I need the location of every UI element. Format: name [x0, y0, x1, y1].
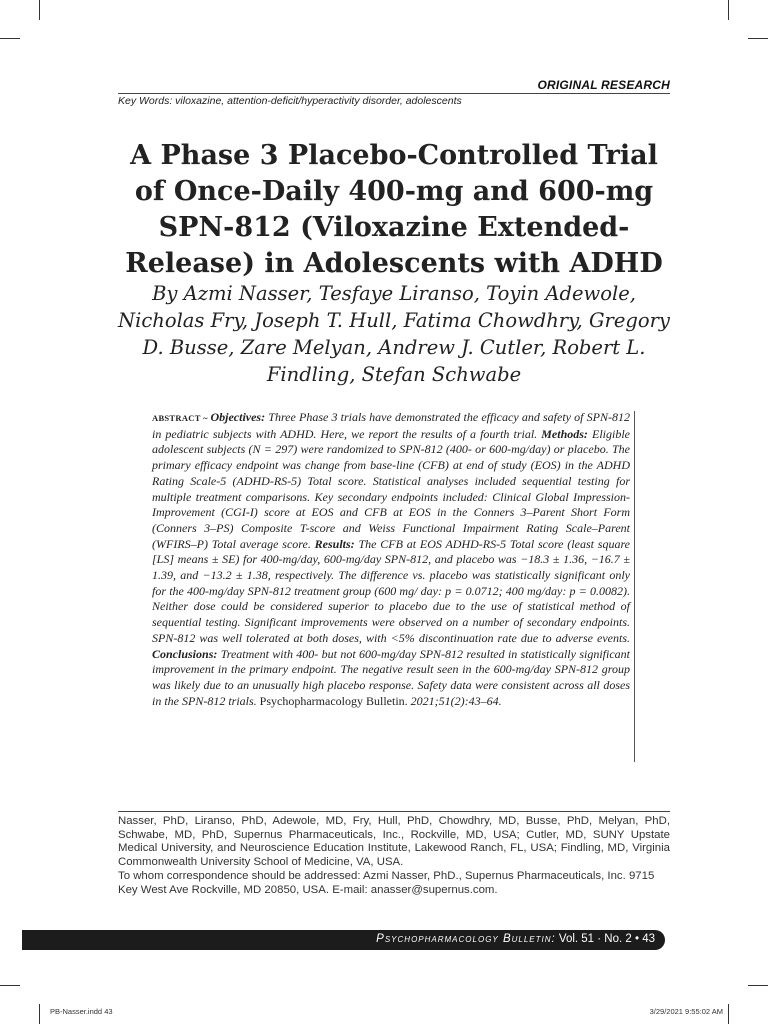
slug-file: PB-Nasser.indd 43 [50, 1007, 113, 1016]
results-heading: Results: [314, 536, 355, 551]
title-line: Release) in Adolescents with ADHD [125, 248, 663, 279]
abstract-tag: ABSTRACT ~ [152, 413, 211, 423]
methods-text: Eligible adolescent subjects (N = 297) were randomized to SPN-812 (400- or 600-mg/day) or placebo. The primary efficacy endpoint was change from base-line (CFB) at end of study (EOS) in the ADHD Rating Scale-5 (ADHD-RS-5) Total score. Statistical analyses included sequential testing for multiple treatment comparisons. Key secondary endpoints included: Clinical Global Impression-Improvement (CGI-I) score at EOS and CFB at EOS in the Conners 3–Parent Short Form (Conners 3–PS) Composite T-score and Weiss Functional Impairment Rating Scale–Parent (WFIRS–P) Total average score. [152, 426, 630, 551]
crop-mark [748, 38, 768, 39]
footer-volume: Vol. 51 · No. 2 • 43 [555, 933, 655, 945]
methods-heading: Methods: [541, 426, 588, 441]
title-line: SPN-812 (Viloxazine Extended- [158, 212, 630, 243]
footer-journal: Psychopharmacology Bulletin: [376, 933, 556, 945]
correspondence: To whom correspondence should be addressed: Azmi Nasser, PhD., Supernus Pharmaceuticals, Inc. 9715 Key West Ave Rockville, MD 20850, USA. E-mail: anasser@supernus.com. [118, 870, 655, 896]
footer-bar [22, 930, 665, 950]
header-rule [118, 93, 670, 94]
crop-mark [39, 0, 40, 20]
author-line: By Azmi Nasser, Tesfaye Liranso, Toyin Adewole, [152, 282, 636, 305]
conclusions-heading: Conclusions: [152, 646, 218, 661]
affiliation-rule [118, 811, 670, 812]
conclusions-text: Treatment with 400- but not 600-mg/day SPN-812 resulted in statistically significant improvement in the primary endpoint. The negative result seen in the 600-mg/day SPN-812 group was likely due to an unusually high placebo response. Safety data were consistent across all doses in the SPN-812 trials. [152, 646, 630, 708]
keywords: Key Words: viloxazine, attention-deficit/hyperactivity disorder, adolescents [118, 95, 462, 107]
results-text: The CFB at EOS ADHD-RS-5 Total score (least square [LS] means ± SE) for 400-mg/day, 600-mg/day SPN-812, and placebo was −18.3 ± 1.36, −16.7 ± 1.39, and −13.2 ± 1.38, respectively. The difference vs. placebo was statistically significant only for the 400-mg/day SPN-812 treatment group (600 mg/ day: p = 0.0712; 400 mg/day: p = 0.0082). Neither dose could be considered superior to placebo due to the use of statistical method of sequential testing. Significant improvements were observed on a number of secondary endpoints. SPN-812 was well tolerated at both doses, with <5% discontinuation rate due to adverse events. [152, 536, 630, 645]
affiliations: Nasser, PhD, Liranso, PhD, Adewole, MD, Fry, Hull, PhD, Chowdhry, MD, Busse, PhD, Melyan, PhD, Schwabe, MD, PhD, Supernus Pharmaceuticals, Inc., Rockville, MD, USA; Cutler, MD, SUNY Upstate Medical University, and Neuroscience Education Institute, Lakewood Ranch, FL, USA; Findling, MD, Virginia Commonwealth University School of Medicine, VA, USA. [118, 815, 670, 868]
crop-mark [748, 985, 768, 986]
section-label: ORIGINAL RESEARCH [537, 78, 670, 92]
objectives-text: Three Phase 3 trials have demonstrated the efficacy and safety of SPN-812 in pediatric subjects with ADHD. Here, we report the results of a fourth trial. [152, 410, 630, 441]
author-line: D. Busse, Zare Melyan, Andrew J. Cutler, Robert L. [142, 336, 646, 359]
crop-mark [728, 0, 729, 20]
citation-ref: 2021;51(2):43–64. [407, 693, 502, 708]
crop-mark [0, 38, 20, 39]
crop-mark [728, 1004, 729, 1024]
objectives-heading: Objectives: [210, 410, 266, 424]
citation-journal: Psychopharmacology Bulletin. [259, 693, 408, 708]
crop-mark [0, 985, 20, 986]
footer-text [376, 933, 655, 945]
author-line: Nicholas Fry, Joseph T. Hull, Fatima Chowdhry, Gregory [118, 309, 670, 332]
article-title [110, 138, 678, 282]
abstract [152, 410, 636, 709]
abstract-rule [634, 411, 635, 762]
slug-timestamp: 3/29/2021 9:55:02 AM [649, 1007, 723, 1016]
title-line: A Phase 3 Placebo-Controlled Trial [130, 140, 658, 171]
author-list [112, 280, 676, 388]
crop-mark [39, 1004, 40, 1024]
title-line: of Once-Daily 400-mg and 600-mg [134, 176, 654, 207]
author-line: Findling, Stefan Schwabe [266, 363, 522, 386]
